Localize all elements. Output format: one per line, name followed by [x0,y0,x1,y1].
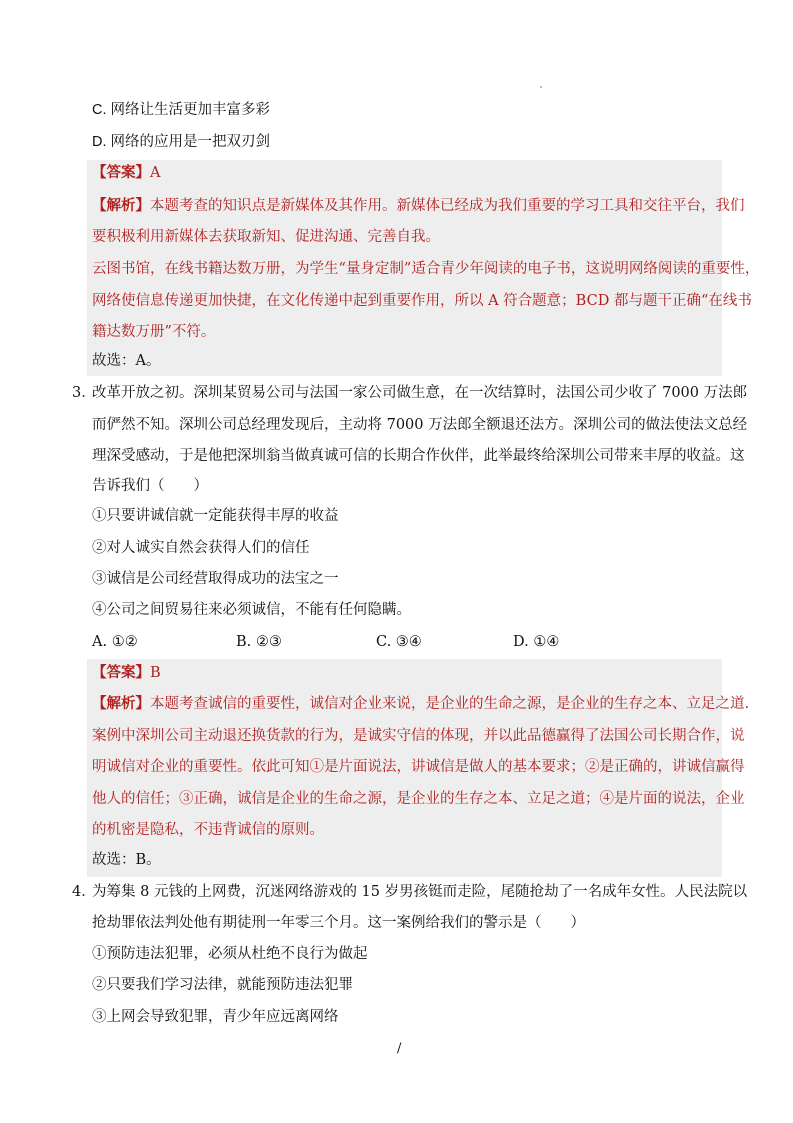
q3-analysis-line-4: 他人的信任；③正确，诚信是企业的生命之源，是企业的生存之本、立足之道；④是片面的说法，企业 [92,791,745,807]
q3-analysis-line-3: 明诚信对企业的重要性。依此可知①是片面说法，讲诚信是做人的基本要求；②是正确的，讲诚信赢得 [92,759,745,775]
q3-stem-line-3: 理深受感动，于是他把深圳翁当做真诚可信的长期合作伙伴，此举最终给深圳公司带来丰厚的收益。这 [92,448,745,464]
answer-label: 【答案】 [92,664,150,681]
answer-value: A [150,165,161,181]
q2-analysis-line-5: 籍达数万册”不符。 [92,324,216,340]
q3-choice-c: C. ③④ [376,634,422,650]
q2-analysis-line-3: 云图书馆，在线书籍达数万册，为学生“量身定制”适合青少年阅读的电子书，这说明网络阅读的重要性， [92,261,760,277]
q3-analysis-line-2: 案例中深圳公司主动退还换货款的行为，是诚实守信的体现，并以此品德赢得了法国公司长期合作，说 [92,728,745,744]
q2-analysis-line-4: 网络使信息传递更加快捷，在文化传递中起到重要作用，所以 A 符合题意；BCD 都与题干正确“在线书 [92,293,752,309]
q4-number: 4． [72,884,96,900]
q3-analysis-line-5: 的机密是隐私，不违背诚信的原则。 [92,822,324,838]
answer-value: B [150,665,161,681]
answer-label: 【答案】 [92,164,150,181]
q3-stem-line-1: 改革开放之初。深圳某贸易公司与法国一家公司做生意，在一次结算时，法国公司少收了 7000 万法郎 [92,385,748,401]
q3-analysis-line-1: 【解析】本题考查诚信的重要性，诚信对企业来说，是企业的生命之源，是企业的生存之本、立足之道. [92,695,750,712]
q2-option-c: C. 网络让生活更加丰富多彩 [92,102,271,118]
q3-stem-line-2: 而俨然不知。深圳公司总经理发现后，主动将 7000 万法郎全额退还法方。深圳公司的做法使法文总经 [92,417,748,433]
q3-stem-line-4: 告诉我们（ ） [92,478,208,494]
q3-statement-3: ③诚信是公司经营取得成功的法宝之一 [92,571,339,587]
q3-answer [92,663,161,683]
q2-conclusion: 故选：A。 [92,353,161,369]
q2-option-d: D. 网络的应用是一把双刃剑 [92,134,271,150]
q2-analysis-line-2: 要积极利用新媒体去获取新知、促进沟通、完善自我。 [92,229,440,245]
q2-answer [92,163,160,183]
q3-statement-1: ①只要讲诚信就一定能获得丰厚的收益 [92,508,339,524]
q3-answer-block [87,659,750,877]
q4-stem-line-2: 抢劫罪依法判处他有期徒刑一年零三个月。这一案例给我们的警示是（ ） [92,915,585,931]
q4-stem-line-1: 为筹集 8 元钱的上网费，沉迷网络游戏的 15 岁男孩铤而走险，尾随抢劫了一名成年女性。人民法院以 [92,884,748,900]
q4-statement-3: ③上网会导致犯罪，青少年应远离网络 [92,1009,339,1025]
q2-analysis-line-1: 【解析】本题考查的知识点是新媒体及其作用。新媒体已经成为我们重要的学习工具和交往平台，我们 [92,197,745,214]
page-number: / [397,1041,402,1056]
q3-choice-b: B. ②③ [236,634,282,650]
q3-conclusion: 故选：B。 [92,852,161,868]
q2-answer-block [87,160,760,376]
scan-speck [540,86,542,88]
q4-statement-1: ①预防违法犯罪，必须从杜绝不良行为做起 [92,946,368,962]
q3-statement-2: ②对人诚实自然会获得人们的信任 [92,540,310,556]
analysis-label: 【解析】 [92,197,150,214]
q3-choice-d: D. ①④ [513,634,560,650]
analysis-label: 【解析】 [92,695,150,712]
q4-statement-2: ②只要我们学习法律，就能预防违法犯罪 [92,977,353,993]
q3-number: 3． [72,385,96,401]
q3-statement-4: ④公司之间贸易往来必须诚信，不能有任何隐瞒。 [92,602,411,618]
q3-choice-a: A. ①② [92,634,138,650]
